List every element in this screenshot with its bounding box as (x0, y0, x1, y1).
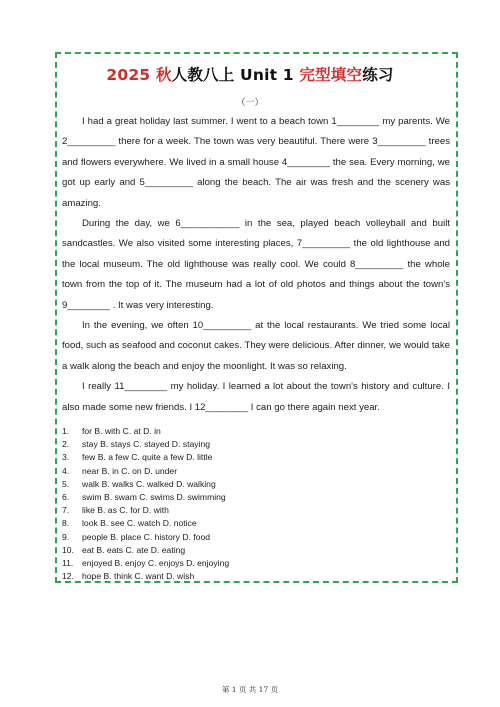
option-item (62, 438, 450, 451)
option-number: 9. (62, 531, 70, 542)
passage-paragraph: In the evening, we often 10_________ at the local restaurants. We tried some local food, such as seafood and coconut cakes. They were delicious. After dinner, we would take a walk along the beach and enjoy the moonlight. It was so relaxing. (62, 320, 450, 372)
option-text: people B. place C. history D. food (82, 531, 211, 542)
option-text: walk B. walks C. walked D. walking (82, 478, 216, 489)
option-text: like B. as C. for D. with (82, 505, 169, 516)
title-textbook: 人教八上 Unit 1 (171, 66, 300, 84)
page-number-footer: 第 1 页 共 17 页 (221, 685, 279, 694)
page-title (0, 63, 500, 85)
title-suffix: 练习 (362, 66, 394, 84)
title-exercise-type: 完型填空 (299, 66, 363, 84)
option-text: eat B. eats C. ate D. eating (82, 544, 186, 555)
passage-paragraph: During the day, we 6___________ in the sea, played beach volleyball and built sandcastles. We also visited some interesting places, 7_________ the old lighthouse and the local museum. The old lighthouse was really cool. We could 8_________ the whole town from the top of it. The museum had a lot of old photos and things about the town's 9________ . It was very interesting. (62, 218, 450, 311)
option-number: 1. (62, 426, 70, 436)
option-text: few B. a few C. quite a few D. little (82, 452, 213, 463)
answer-options-list (62, 425, 450, 583)
option-item (62, 557, 450, 570)
option-item (62, 570, 450, 583)
option-text: near B. in C. on D. under (82, 465, 178, 476)
section-number: （一） (236, 98, 264, 108)
passage-paragraph: I had a great holiday last summer. I went to a beach town 1________ my parents. We 2_________ there for a week. The town was very beautiful. There were 3_________ trees and flowers everywhere. We lived in a small house 4________ the sea. Every morning, we got up early and 5_________ along the beach. The air was fresh and the scenery was amazing. (62, 116, 450, 209)
option-number: 2. (62, 439, 70, 450)
option-item (62, 451, 450, 464)
option-number: 5. (62, 478, 70, 489)
option-item (62, 465, 450, 478)
option-item (62, 491, 450, 504)
option-item (62, 531, 450, 544)
option-number: 8. (62, 518, 70, 529)
option-number: 11. (62, 558, 74, 569)
option-text: look B. see C. watch D. notice (82, 518, 197, 529)
option-item (62, 478, 450, 491)
option-text: stay B. stays C. stayed D. staying (82, 439, 210, 450)
option-text: swim B. swam C. swims D. swimming (82, 492, 226, 503)
title-year: 2025 秋 (106, 66, 172, 84)
option-text: enjoyed B. enjoy C. enjoys D. enjoying (82, 558, 230, 569)
option-item (62, 517, 450, 530)
option-number: 10. (62, 544, 74, 555)
option-number: 4. (62, 465, 70, 476)
passage-paragraph: I really 11________ my holiday. I learned a lot about the town's history and culture. I also made some new friends. I 12________ I can go there again next year. (62, 381, 450, 413)
option-text: hope B. think C. want D. wish (82, 571, 195, 582)
option-text: for B. with C. at D. in (82, 426, 161, 436)
cloze-passage (62, 112, 450, 418)
option-item (62, 504, 450, 517)
option-number: 3. (62, 452, 70, 463)
option-item (62, 425, 450, 438)
option-item (62, 544, 450, 557)
option-number: 7. (62, 505, 70, 516)
option-number: 6. (62, 492, 70, 503)
option-number: 12. (62, 571, 74, 582)
